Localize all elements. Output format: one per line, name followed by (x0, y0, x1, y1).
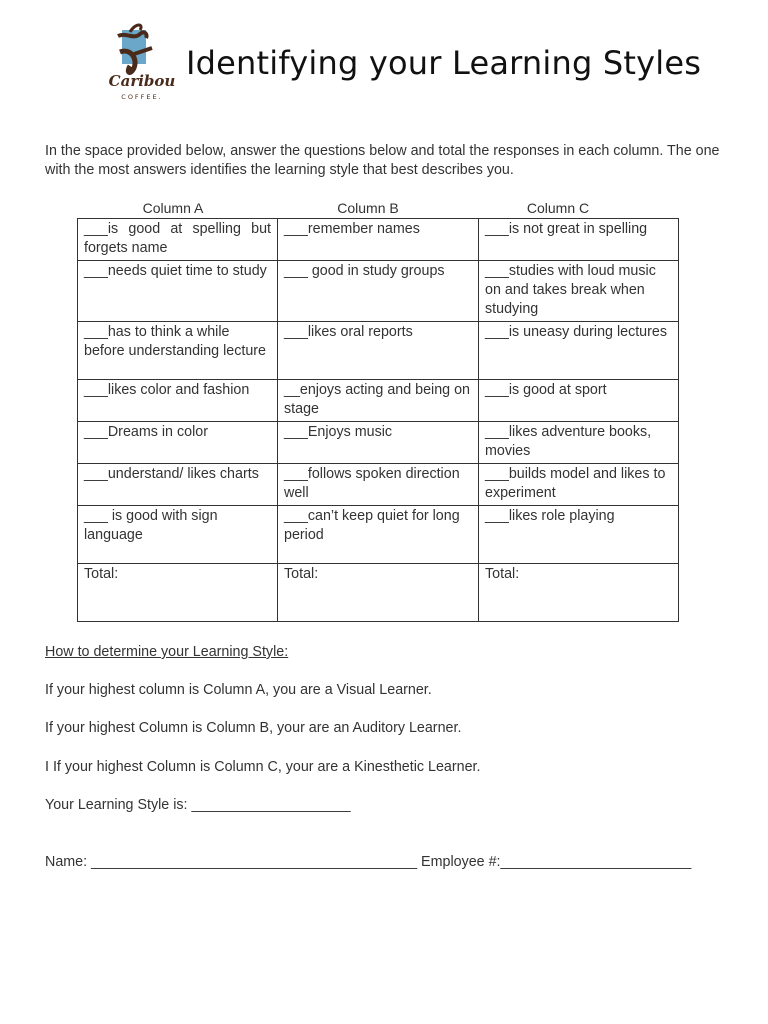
totals-row (78, 564, 679, 622)
table-cell[interactable]: ___follows spoken direction well (278, 464, 479, 506)
intro-text: In the space provided below, answer the questions below and total the responses in each column. The one with the most answers identifies the learning style that best describes you. (45, 143, 720, 178)
table-cell[interactable]: ___remember names (278, 219, 479, 261)
name-employee-field[interactable]: Name: _________________________________________ Employee #:________________________ (45, 854, 692, 870)
table-cell[interactable]: ___likes role playing (479, 506, 679, 564)
table-cell[interactable]: ___studies with loud music on and takes break when studying (479, 261, 679, 322)
table-row (78, 422, 679, 464)
auditory-learner-line: If your highest Column is Column B, your are an Auditory Learner. (45, 720, 462, 736)
table-row (78, 219, 679, 261)
table-row (78, 380, 679, 422)
table-cell[interactable]: ___likes oral reports (278, 322, 479, 380)
table-cell[interactable]: ___has to think a while before understanding lecture (78, 322, 278, 380)
caribou-coffee-logo (100, 22, 184, 106)
table-cell[interactable]: ___is uneasy during lectures (479, 322, 679, 380)
total-cell-a[interactable]: Total: (78, 564, 278, 622)
column-a-header: Column A (142, 200, 204, 216)
howto-heading: How to determine your Learning Style: (45, 644, 289, 660)
column-c-header: Column C (526, 200, 590, 216)
table-row (78, 261, 679, 322)
kinesthetic-learner-line: I If your highest Column is Column C, your are a Kinesthetic Learner. (45, 759, 481, 775)
table-cell[interactable]: ___is good at sport (479, 380, 679, 422)
table-cell[interactable]: ___understand/ likes charts (78, 464, 278, 506)
learning-style-field[interactable]: Your Learning Style is: ____________________ (45, 797, 351, 813)
learning-style-table (77, 218, 679, 622)
table-cell[interactable]: __enjoys acting and being on stage (278, 380, 479, 422)
visual-learner-line: If your highest column is Column A, you are a Visual Learner. (45, 682, 432, 698)
table-cell[interactable]: ___can’t keep quiet for long period (278, 506, 479, 564)
table-cell[interactable]: ___ good in study groups (278, 261, 479, 322)
table-cell[interactable]: ___needs quiet time to study (78, 261, 278, 322)
column-headers (78, 200, 678, 218)
table-row (78, 322, 679, 380)
logo-wordmark: Caribou (108, 72, 176, 90)
table-cell[interactable]: ___builds model and likes to experiment (479, 464, 679, 506)
table-cell[interactable]: ___is good at spelling but forgets name (78, 219, 278, 261)
total-cell-c[interactable]: Total: (479, 564, 679, 622)
table-cell[interactable]: ___Enjoys music (278, 422, 479, 464)
table-cell[interactable]: ___likes adventure books, movies (479, 422, 679, 464)
table-cell[interactable]: ___Dreams in color (78, 422, 278, 464)
column-b-header: Column B (337, 200, 399, 216)
table-cell[interactable]: ___likes color and fashion (78, 380, 278, 422)
page-title: Identifying your Learning Styles (186, 44, 702, 82)
total-cell-b[interactable]: Total: (278, 564, 479, 622)
table-cell[interactable]: ___ is good with sign language (78, 506, 278, 564)
table-row (78, 506, 679, 564)
table-row (78, 464, 679, 506)
logo-subtext: COFFEE. (121, 93, 163, 101)
table-cell[interactable]: ___is not great in spelling (479, 219, 679, 261)
